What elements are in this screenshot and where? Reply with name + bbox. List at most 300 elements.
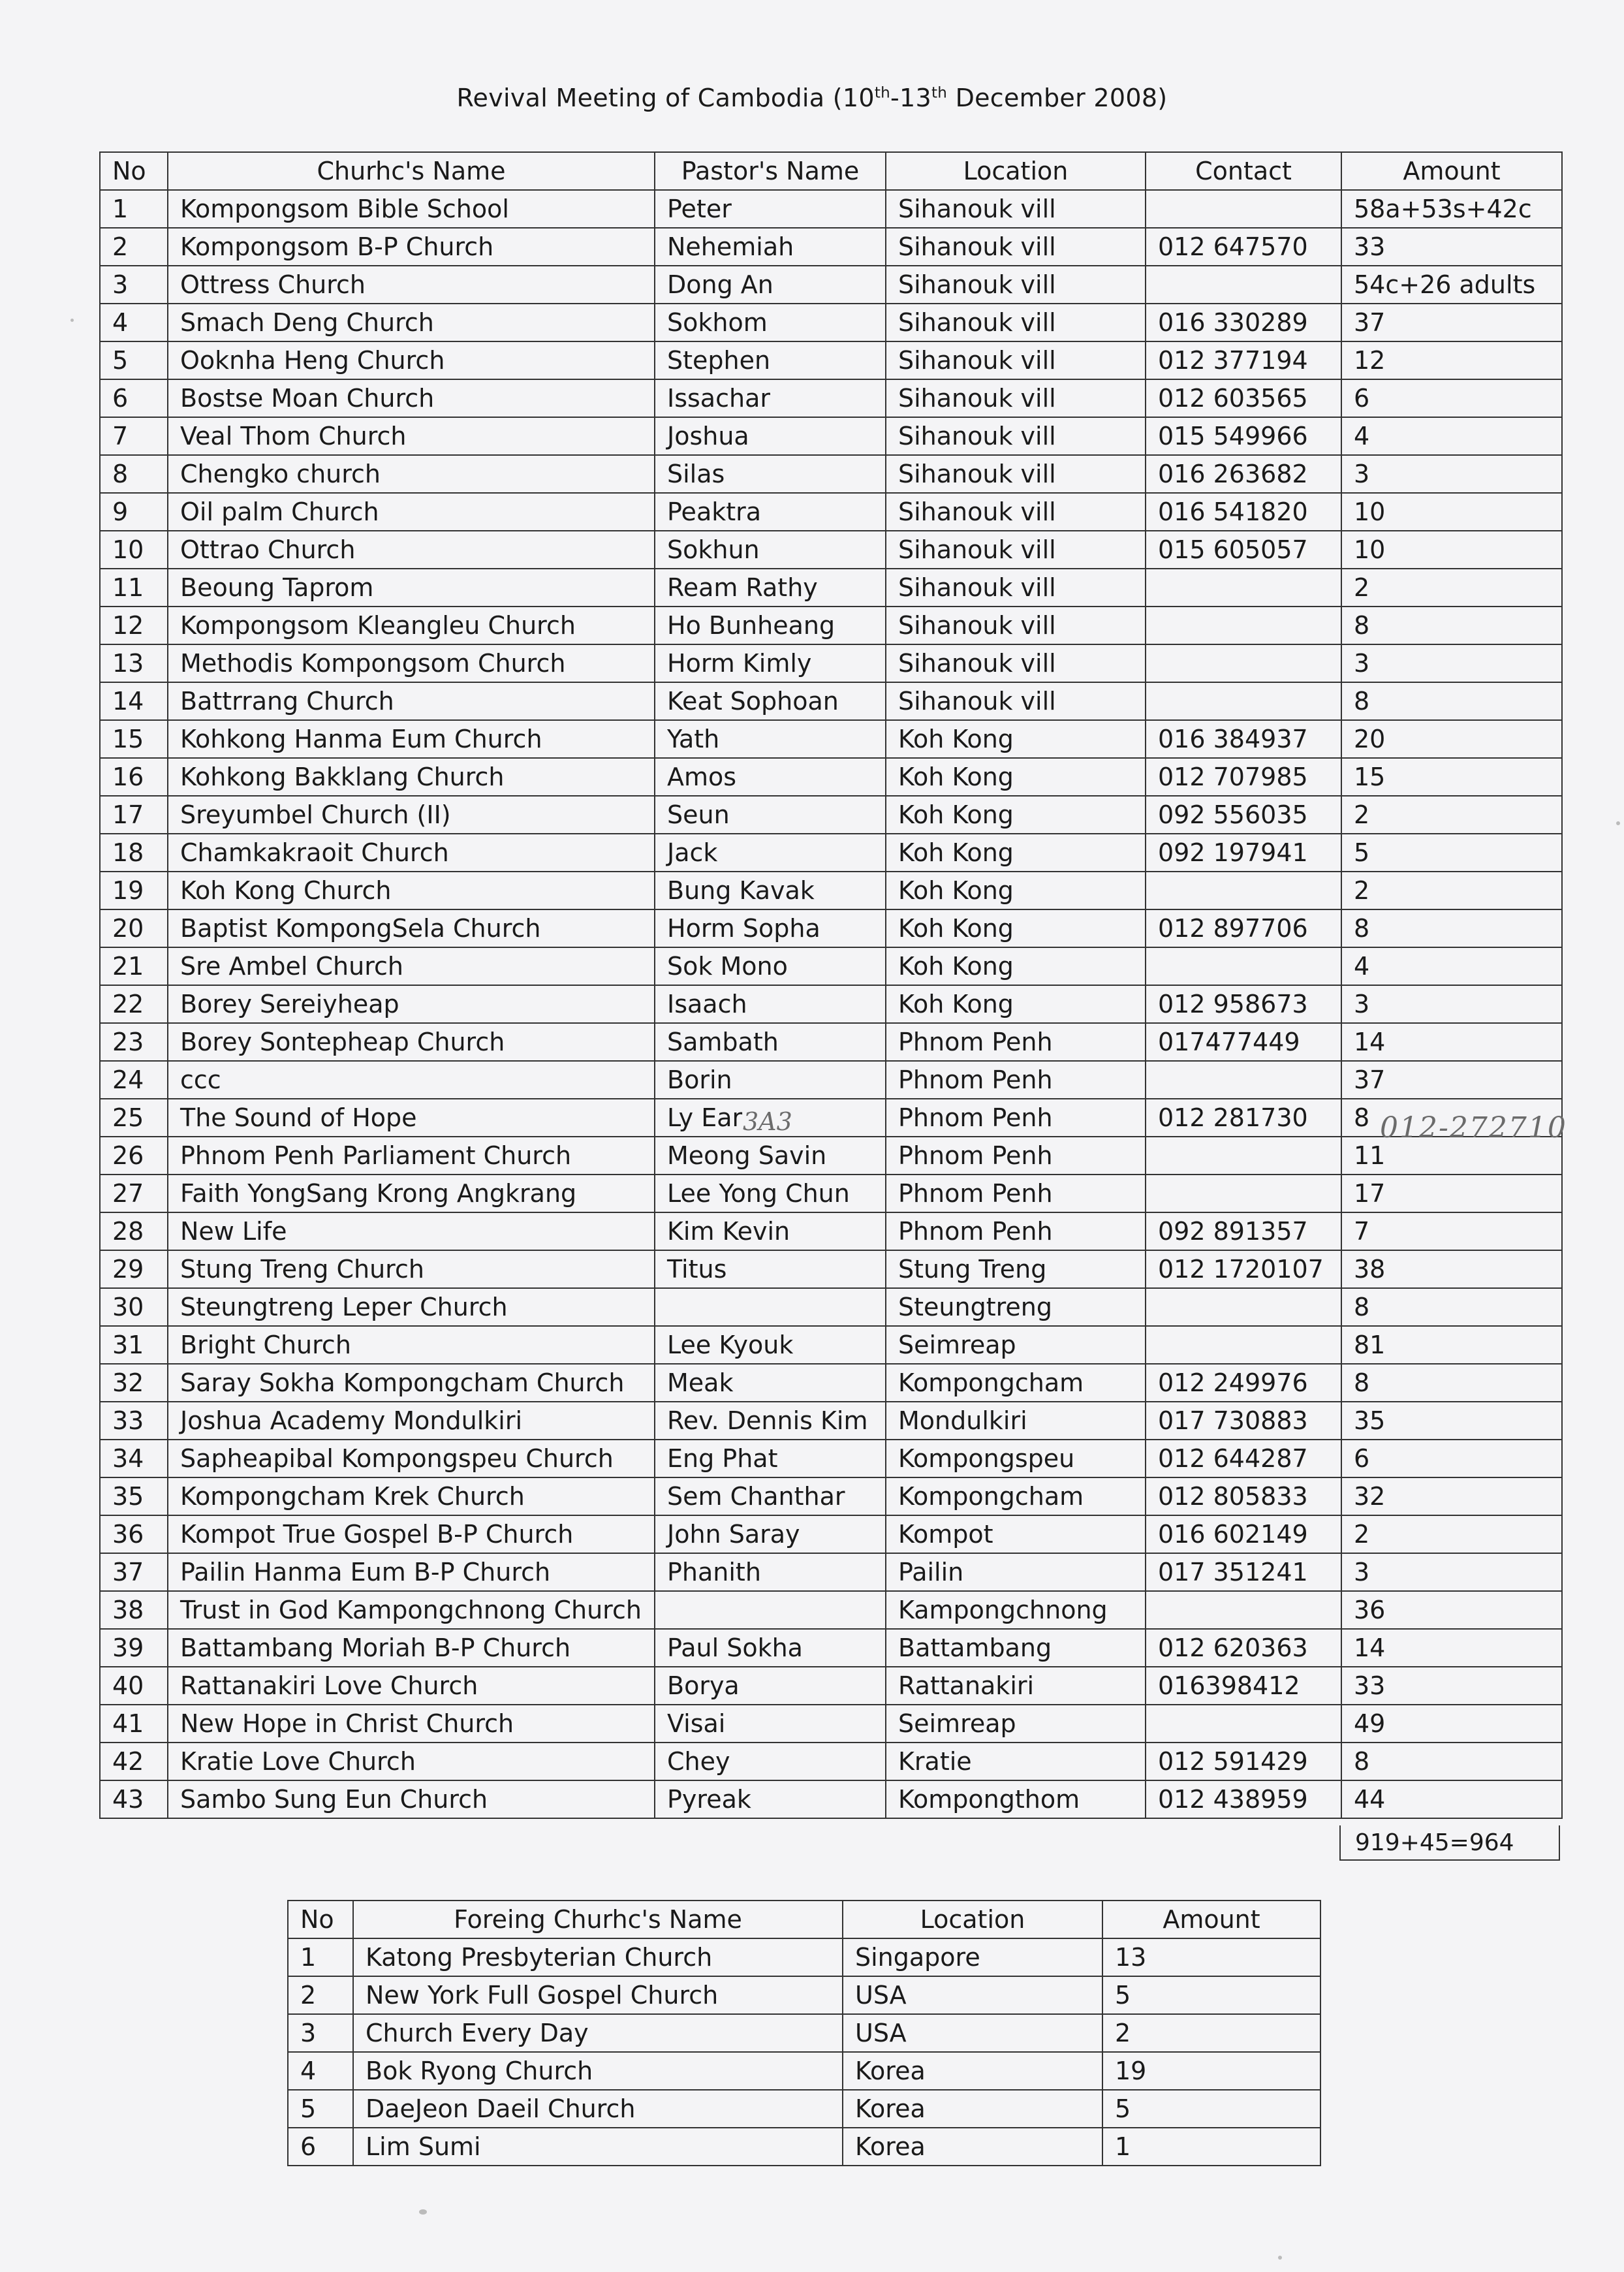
amount-cell: 3 [1341,1553,1562,1591]
church-name-cell: Kratie Love Church [168,1743,655,1780]
row-number-cell: 7 [100,417,168,455]
church-name-cell: Kohkong Bakklang Church [168,758,655,796]
church-name-cell: Borey Sontepheap Church [168,1023,655,1061]
church-name-cell: Oil palm Church [168,493,655,531]
pastor-name-cell: John Saray [655,1515,886,1553]
pastor-name-cell: Rev. Dennis Kim [655,1402,886,1440]
pastor-name-cell: Meong Savin [655,1137,886,1175]
pastor-name-cell: Dong An [655,266,886,304]
pastor-name-cell: Isaach [655,985,886,1023]
pastor-name-cell: Pyreak [655,1780,886,1818]
table-row [288,2090,1320,2128]
location-cell: Kompongthom [886,1780,1146,1818]
amount-cell: 44 [1341,1780,1562,1818]
table-row [100,266,1562,304]
church-name-cell: Faith YongSang Krong Angkrang [168,1175,655,1212]
table-row [100,1364,1562,1402]
church-name-cell: Phnom Penh Parliament Church [168,1137,655,1175]
row-number-cell: 39 [100,1629,168,1667]
church-name-cell: Saray Sokha Kompongcham Church [168,1364,655,1402]
location-cell: Phnom Penh [886,1175,1146,1212]
column-header-contact: Contact [1146,152,1341,190]
pastor-name-cell: Borya [655,1667,886,1705]
pastor-name-cell: Jack [655,834,886,872]
church-name-cell: Veal Thom Church [168,417,655,455]
contact-cell: 017 351241 [1146,1553,1341,1591]
contact-cell: 016 602149 [1146,1515,1341,1553]
contact-cell: 012 647570 [1146,228,1341,266]
row-number-cell: 4 [288,2052,353,2090]
handwritten-phone-note: 012-272710 [1380,1111,1567,1144]
row-number-cell: 23 [100,1023,168,1061]
table-row [100,985,1562,1023]
contact-cell: 016 330289 [1146,304,1341,341]
contact-cell: 016 541820 [1146,493,1341,531]
pastor-name-cell: Sok Mono [655,947,886,985]
amount-cell: 58a+53s+42c [1341,190,1562,228]
contact-cell: 012 1720107 [1146,1250,1341,1288]
contact-cell: 092 197941 [1146,834,1341,872]
location-cell: USA [843,2014,1102,2052]
pastor-name-cell: Titus [655,1250,886,1288]
amount-cell: 81 [1341,1326,1562,1364]
row-number-cell: 40 [100,1667,168,1705]
amount-cell: 2 [1102,2014,1320,2052]
contact-cell: 012 603565 [1146,379,1341,417]
location-cell: Phnom Penh [886,1212,1146,1250]
row-number-cell: 1 [100,190,168,228]
amount-cell: 32 [1341,1477,1562,1515]
pastor-name-cell: Eng Phat [655,1440,886,1477]
location-cell: Sihanouk vill [886,304,1146,341]
pastor-name-cell: Peter [655,190,886,228]
amount-cell: 7 [1341,1212,1562,1250]
church-name-cell: Koh Kong Church [168,872,655,909]
column-header-no: No [100,152,168,190]
church-name-cell: Sapheapibal Kompongspeu Church [168,1440,655,1477]
church-name-cell: New Life [168,1212,655,1250]
amount-cell: 37 [1341,1061,1562,1099]
amount-cell: 5 [1102,1976,1320,2014]
church-name-cell: Katong Presbyterian Church [353,1938,843,1976]
scan-speck [419,2209,427,2215]
location-cell: Sihanouk vill [886,531,1146,569]
amount-cell: 13 [1102,1938,1320,1976]
location-cell: Sihanouk vill [886,455,1146,493]
church-name-cell: Sreyumbel Church (II) [168,796,655,834]
location-cell: USA [843,1976,1102,2014]
table-row [100,644,1562,682]
pastor-name-cell: Horm Sopha [655,909,886,947]
contact-cell: 012 620363 [1146,1629,1341,1667]
row-number-cell: 32 [100,1364,168,1402]
pastor-name-cell: Sokhom [655,304,886,341]
amount-cell: 14 [1341,1023,1562,1061]
table-row [100,1440,1562,1477]
handwritten-name-note: 3A3 [743,1107,792,1136]
church-name-cell: Trust in God Kampongchnong Church [168,1591,655,1629]
main-church-table [99,151,1563,1819]
pastor-name-cell: Seun [655,796,886,834]
church-name-cell: Kohkong Hanma Eum Church [168,720,655,758]
location-cell: Kompot [886,1515,1146,1553]
row-number-cell: 33 [100,1402,168,1440]
row-number-cell: 13 [100,644,168,682]
church-name-cell: Kompot True Gospel B-P Church [168,1515,655,1553]
amount-cell: 2 [1341,796,1562,834]
table-row [100,1288,1562,1326]
pastor-name-cell: Amos [655,758,886,796]
row-number-cell: 2 [100,228,168,266]
amount-cell: 35 [1341,1402,1562,1440]
row-number-cell: 20 [100,909,168,947]
amount-cell: 33 [1341,228,1562,266]
column-header-amount: Amount [1341,152,1562,190]
row-number-cell: 3 [100,266,168,304]
location-cell: Sihanouk vill [886,682,1146,720]
row-number-cell: 5 [288,2090,353,2128]
table-row [100,417,1562,455]
location-cell: Korea [843,2052,1102,2090]
scan-speck [1616,821,1620,825]
church-name-cell: Methodis Kompongsom Church [168,644,655,682]
contact-cell: 016 384937 [1146,720,1341,758]
row-number-cell: 14 [100,682,168,720]
table-row [100,379,1562,417]
table-row [100,493,1562,531]
location-cell: Koh Kong [886,834,1146,872]
location-cell: Phnom Penh [886,1099,1146,1137]
contact-cell: 017 730883 [1146,1402,1341,1440]
table-row [100,1250,1562,1288]
pastor-name-cell: Keat Sophoan [655,682,886,720]
location-cell: Sihanouk vill [886,341,1146,379]
church-name-cell: Kompongsom Bible School [168,190,655,228]
amount-cell: 8 [1341,1099,1562,1137]
row-number-cell: 1 [288,1938,353,1976]
church-name-cell: Steungtreng Leper Church [168,1288,655,1326]
location-cell: Kompongspeu [886,1440,1146,1477]
amount-cell: 4 [1341,417,1562,455]
amount-cell: 12 [1341,341,1562,379]
contact-cell [1146,1288,1341,1326]
location-cell: Steungtreng [886,1288,1146,1326]
column-header-amount: Amount [1102,1901,1320,1938]
amount-cell: 37 [1341,304,1562,341]
row-number-cell: 29 [100,1250,168,1288]
amount-cell: 3 [1341,455,1562,493]
table-row [288,1976,1320,2014]
row-number-cell: 25 [100,1099,168,1137]
amount-cell: 36 [1341,1591,1562,1629]
location-cell: Phnom Penh [886,1137,1146,1175]
table-row [288,2014,1320,2052]
contact-cell: 016 263682 [1146,455,1341,493]
pastor-name-cell: Nehemiah [655,228,886,266]
location-cell: Mondulkiri [886,1402,1146,1440]
church-name-cell: Kompongsom B-P Church [168,228,655,266]
foreign-church-table [287,1900,1321,2166]
contact-cell: 092 556035 [1146,796,1341,834]
pastor-name-cell: Lee Kyouk [655,1326,886,1364]
contact-cell [1146,872,1341,909]
contact-cell: 012 644287 [1146,1440,1341,1477]
row-number-cell: 17 [100,796,168,834]
amount-cell: 11 [1341,1137,1562,1175]
pastor-name-cell: Sem Chanthar [655,1477,886,1515]
amount-cell: 6 [1341,379,1562,417]
row-number-cell: 15 [100,720,168,758]
row-number-cell: 28 [100,1212,168,1250]
contact-cell [1146,947,1341,985]
amount-cell: 8 [1341,607,1562,644]
row-number-cell: 30 [100,1288,168,1326]
table-row [288,2052,1320,2090]
amount-cell: 19 [1102,2052,1320,2090]
table-row [100,1477,1562,1515]
table-row [100,1780,1562,1818]
pastor-name-cell: Joshua [655,417,886,455]
row-number-cell: 26 [100,1137,168,1175]
pastor-name-cell [655,1288,886,1326]
pastor-name-cell [655,1591,886,1629]
church-name-cell: Kompongcham Krek Church [168,1477,655,1515]
row-number-cell: 6 [288,2128,353,2166]
amount-cell: 3 [1341,644,1562,682]
amount-cell: 4 [1341,947,1562,985]
contact-cell: 012 438959 [1146,1780,1341,1818]
church-name-cell: Lim Sumi [353,2128,843,2166]
amount-cell: 33 [1341,1667,1562,1705]
amount-cell: 1 [1102,2128,1320,2166]
location-cell: Seimreap [886,1326,1146,1364]
amount-cell: 10 [1341,531,1562,569]
contact-cell [1146,1137,1341,1175]
church-name-cell: Ottrao Church [168,531,655,569]
amount-cell: 54c+26 adults [1341,266,1562,304]
pastor-name-cell: Ho Bunheang [655,607,886,644]
church-name-cell: Sre Ambel Church [168,947,655,985]
location-cell: Sihanouk vill [886,190,1146,228]
table-row [100,1175,1562,1212]
row-number-cell: 34 [100,1440,168,1477]
contact-cell: 012 377194 [1146,341,1341,379]
row-number-cell: 38 [100,1591,168,1629]
amount-cell: 8 [1341,1364,1562,1402]
church-name-cell: ccc [168,1061,655,1099]
column-header-no: No [288,1901,353,1938]
location-cell: Seimreap [886,1705,1146,1743]
row-number-cell: 41 [100,1705,168,1743]
location-cell: Kratie [886,1743,1146,1780]
contact-cell: 012 281730 [1146,1099,1341,1137]
amount-cell: 5 [1102,2090,1320,2128]
pastor-name-cell: Bung Kavak [655,872,886,909]
scan-speck [70,319,74,322]
title-text: December 2008) [947,84,1168,112]
row-number-cell: 24 [100,1061,168,1099]
church-name-cell: Ooknha Heng Church [168,341,655,379]
contact-cell [1146,1061,1341,1099]
amount-cell: 2 [1341,872,1562,909]
table-row [100,796,1562,834]
amount-cell: 8 [1341,1743,1562,1780]
pastor-name-cell: Ream Rathy [655,569,886,607]
location-cell: Singapore [843,1938,1102,1976]
pastor-name-cell: Paul Sokha [655,1629,886,1667]
location-cell: Sihanouk vill [886,569,1146,607]
church-name-cell: Beoung Taprom [168,569,655,607]
location-cell: Sihanouk vill [886,607,1146,644]
location-cell: Sihanouk vill [886,228,1146,266]
contact-cell: 012 958673 [1146,985,1341,1023]
amount-cell: 3 [1341,985,1562,1023]
location-cell: Kampongchnong [886,1591,1146,1629]
table-row [100,304,1562,341]
table-row [100,1591,1562,1629]
location-cell: Koh Kong [886,909,1146,947]
row-number-cell: 3 [288,2014,353,2052]
amount-cell: 8 [1341,1288,1562,1326]
pastor-name-cell: Stephen [655,341,886,379]
table-row [100,682,1562,720]
church-name-cell: Church Every Day [353,2014,843,2052]
table-row [100,1326,1562,1364]
row-number-cell: 4 [100,304,168,341]
contact-cell [1146,569,1341,607]
amount-cell: 49 [1341,1705,1562,1743]
contact-cell [1146,1326,1341,1364]
amount-cell: 14 [1341,1629,1562,1667]
location-cell: Korea [843,2090,1102,2128]
table-row [100,1705,1562,1743]
contact-cell: 012 591429 [1146,1743,1341,1780]
row-number-cell: 2 [288,1976,353,2014]
scan-speck [1278,2256,1282,2260]
contact-cell: 012 805833 [1146,1477,1341,1515]
row-number-cell: 19 [100,872,168,909]
table-row [100,1402,1562,1440]
location-cell: Kompongcham [886,1477,1146,1515]
foreign-table-body [288,1938,1320,2166]
contact-cell: 015 605057 [1146,531,1341,569]
table-row [100,190,1562,228]
table-row [100,1743,1562,1780]
church-name-cell: Battambang Moriah B-P Church [168,1629,655,1667]
amount-cell: 8 [1341,682,1562,720]
location-cell: Sihanouk vill [886,417,1146,455]
table-row [100,1061,1562,1099]
church-name-cell: Rattanakiri Love Church [168,1667,655,1705]
location-cell: Koh Kong [886,758,1146,796]
contact-cell [1146,190,1341,228]
amount-cell: 15 [1341,758,1562,796]
location-cell: Koh Kong [886,796,1146,834]
pastor-name-cell: Issachar [655,379,886,417]
pastor-name-cell: Sokhun [655,531,886,569]
location-cell: Korea [843,2128,1102,2166]
church-name-cell: Bostse Moan Church [168,379,655,417]
title-text: -13 [890,84,931,112]
row-number-cell: 43 [100,1780,168,1818]
table-row [100,872,1562,909]
church-name-cell: Bright Church [168,1326,655,1364]
contact-cell [1146,266,1341,304]
amount-cell: 17 [1341,1175,1562,1212]
pastor-name-cell: Phanith [655,1553,886,1591]
row-number-cell: 22 [100,985,168,1023]
table-row [100,569,1562,607]
row-number-cell: 27 [100,1175,168,1212]
row-number-cell: 18 [100,834,168,872]
table-row [100,341,1562,379]
row-number-cell: 9 [100,493,168,531]
church-name-cell: The Sound of Hope [168,1099,655,1137]
table-row [100,1212,1562,1250]
amount-cell: 2 [1341,1515,1562,1553]
church-name-cell: Pailin Hanma Eum B-P Church [168,1553,655,1591]
table-row [100,1667,1562,1705]
contact-cell [1146,644,1341,682]
church-name-cell: Smach Deng Church [168,304,655,341]
pastor-name-cell: Lee Yong Chun [655,1175,886,1212]
pastor-name-cell: Visai [655,1705,886,1743]
row-number-cell: 31 [100,1326,168,1364]
row-number-cell: 6 [100,379,168,417]
location-cell: Pailin [886,1553,1146,1591]
table-row [288,1938,1320,1976]
amount-cell: 38 [1341,1250,1562,1288]
column-header-location: Location [886,152,1146,190]
location-cell: Koh Kong [886,872,1146,909]
column-header-location: Location [843,1901,1102,1938]
pastor-name-cell: Peaktra [655,493,886,531]
location-cell: Koh Kong [886,720,1146,758]
pastor-name-cell: Yath [655,720,886,758]
church-name-cell: Stung Treng Church [168,1250,655,1288]
church-name-cell: Chengko church [168,455,655,493]
contact-cell: 012 707985 [1146,758,1341,796]
table-row [100,531,1562,569]
location-cell: Kompongcham [886,1364,1146,1402]
title-superscript: th [931,84,948,102]
church-name-cell: New York Full Gospel Church [353,1976,843,2014]
table-row [100,909,1562,947]
amount-cell: 20 [1341,720,1562,758]
page-title [0,84,1624,112]
pastor-name-cell: Kim Kevin [655,1212,886,1250]
contact-cell: 092 891357 [1146,1212,1341,1250]
contact-cell: 012 897706 [1146,909,1341,947]
church-name-cell: Baptist KompongSela Church [168,909,655,947]
table-row [100,758,1562,796]
location-cell: Phnom Penh [886,1023,1146,1061]
church-name-cell: Battrrang Church [168,682,655,720]
pastor-name-cell: Chey [655,1743,886,1780]
location-cell: Sihanouk vill [886,493,1146,531]
church-name-cell: Joshua Academy Mondulkiri [168,1402,655,1440]
row-number-cell: 10 [100,531,168,569]
row-number-cell: 36 [100,1515,168,1553]
contact-cell [1146,607,1341,644]
contact-cell [1146,1591,1341,1629]
contact-cell: 016398412 [1146,1667,1341,1705]
pastor-name-cell: Silas [655,455,886,493]
church-name-cell: Ottress Church [168,266,655,304]
table-row [288,2128,1320,2166]
amount-cell: 5 [1341,834,1562,872]
location-cell: Rattanakiri [886,1667,1146,1705]
